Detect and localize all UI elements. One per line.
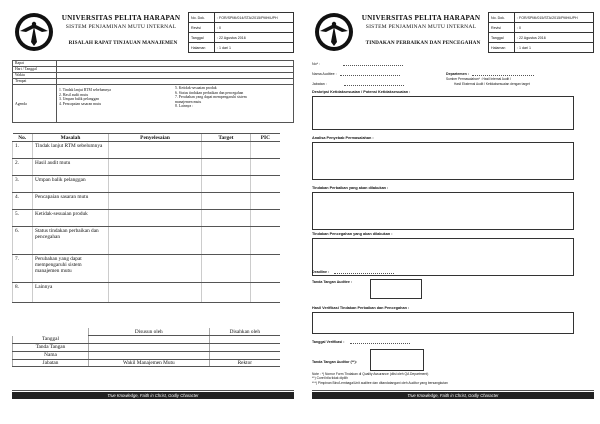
department-label: Departemen : xyxy=(446,72,469,76)
table-row xyxy=(13,210,281,227)
deadline-label: Deadline : xyxy=(312,270,330,274)
uph-logo-icon xyxy=(314,12,354,52)
agenda-item: 7. Perubahan yang dapat mempengaruhi sistem xyxy=(175,95,247,100)
row-resolution-cell[interactable] xyxy=(109,210,202,227)
table-row xyxy=(13,227,281,255)
table-row xyxy=(13,283,281,303)
row-target-cell[interactable] xyxy=(202,255,251,283)
auditee-name-blank[interactable] xyxy=(340,72,400,76)
position-blank[interactable] xyxy=(344,82,404,86)
meta-value: : 1 dari 1 xyxy=(515,43,594,53)
system-name: SISTEM PENJAMINAN MUTU INTERNAL xyxy=(365,24,477,30)
table-row xyxy=(13,176,281,193)
auditee-signature-label: Tanda Tangan Auditee : xyxy=(312,280,353,284)
sign-field[interactable] xyxy=(209,351,280,359)
meta-key: Halaman xyxy=(489,43,515,53)
deadline-field[interactable] xyxy=(312,270,394,274)
sign-field[interactable] xyxy=(89,344,210,352)
document-meta-table xyxy=(188,12,294,53)
meta-key: No. Dok. xyxy=(189,13,215,23)
row-issue: Pencapaian sasaran mutu xyxy=(33,193,109,210)
row-issue: Perubahan yang dapat mempengaruhi sistem manajemen mutu xyxy=(33,255,109,283)
document-meta-table xyxy=(488,12,594,53)
verification-date-label: Tanggal Verifikasi : xyxy=(312,340,345,344)
row-number: 1. xyxy=(13,142,33,159)
document-title: TINDAKAN PERBAIKAN DAN PENCEGAHAN xyxy=(365,40,481,46)
university-name: UNIVERSITAS PELITA HARAPAN xyxy=(61,14,181,22)
row-target-cell[interactable] xyxy=(202,283,251,303)
table-row xyxy=(13,142,281,159)
corrective-action-label: Tindakan Perbaikan yang akan dilakukan : xyxy=(312,186,389,190)
agenda-label: Agenda xyxy=(13,85,57,123)
meeting-info-table xyxy=(12,60,294,123)
meta-key: No. Dok. xyxy=(489,13,515,23)
row-resolution-cell[interactable] xyxy=(109,255,202,283)
row-target-cell[interactable] xyxy=(202,142,251,159)
table-row xyxy=(13,159,281,176)
deadline-blank[interactable] xyxy=(334,270,394,274)
auditor-signature-label: Tanda Tangan Auditor (**): xyxy=(312,360,357,364)
footer-divider xyxy=(312,390,594,391)
minutes-table xyxy=(12,133,280,303)
signature-table xyxy=(12,328,280,367)
row-pic-cell[interactable] xyxy=(250,210,280,227)
row-pic-cell[interactable] xyxy=(250,193,280,210)
row-resolution-cell[interactable] xyxy=(109,227,202,255)
table-row xyxy=(13,255,281,283)
row-resolution-cell[interactable] xyxy=(109,283,202,303)
row-issue: Ketidak-sesuaian produk xyxy=(33,210,109,227)
verification-box[interactable] xyxy=(312,312,574,334)
row-resolution-cell[interactable] xyxy=(109,159,202,176)
agenda-item: 5. Ketidak-sesuaian produk xyxy=(175,86,217,90)
column-header-penyelesaian: Penyelesaian xyxy=(109,134,202,142)
auditee-name-field[interactable] xyxy=(312,72,400,76)
meta-key: Revisi xyxy=(489,23,515,33)
row-pic-cell[interactable] xyxy=(250,176,280,193)
preventive-action-label: Tindakan Pencegahan yang akan dilakukan : xyxy=(312,232,393,236)
position-field[interactable] xyxy=(312,82,404,86)
agenda-column-2 xyxy=(175,86,291,109)
info-label: Waktu xyxy=(13,73,57,79)
row-issue: Hasil audit mutu xyxy=(33,159,109,176)
row-number: 3. xyxy=(13,176,33,193)
meta-value: : FOR/SPMI/015/STA/2015/PMH/UPH xyxy=(515,13,594,23)
position-label: Jabatan : xyxy=(312,82,327,86)
meta-key: Tanggal xyxy=(489,33,515,43)
row-issue: Status tindakan perbaikan dan pencegahan xyxy=(33,227,109,255)
nonconformity-label: Deskripsi Ketidaksesuaian / Potensi Ketidaksesuaian : xyxy=(312,90,411,94)
row-target-cell[interactable] xyxy=(202,210,251,227)
row-resolution-cell[interactable] xyxy=(109,176,202,193)
info-label: Hari / Tanggal xyxy=(13,67,57,73)
agenda-item: 4. Pencapaian sasaran mutu xyxy=(59,101,101,106)
uph-logo-icon xyxy=(14,12,54,52)
row-issue: Umpan balik pelanggan xyxy=(33,176,109,193)
auditee-name-label: Nama Auditee : xyxy=(312,72,337,76)
verification-date-blank[interactable] xyxy=(350,340,410,344)
sign-row-label: Nama xyxy=(13,351,89,359)
row-target-cell[interactable] xyxy=(202,159,251,176)
problem-source-line-1: Sumber Permasalahan* : Hasil Internal Audit / xyxy=(446,77,511,81)
sign-field[interactable] xyxy=(89,336,210,344)
row-resolution-cell[interactable] xyxy=(109,193,202,210)
root-cause-box[interactable] xyxy=(312,142,574,180)
agenda-list xyxy=(57,85,294,123)
column-header-masalah: Masalah xyxy=(33,134,109,142)
notes xyxy=(312,372,448,385)
info-label: Rapat xyxy=(13,61,57,67)
meta-value: : 1 dari 1 xyxy=(215,43,294,53)
row-number: 7. xyxy=(13,255,33,283)
problem-source-line-2: Hasil Eksternal Audit / Ketidaksesuaian dengan target xyxy=(454,82,530,86)
footer-motto: True Knowledge, Faith in Christ, Godly Character xyxy=(12,392,294,399)
info-label: Tempat xyxy=(13,79,57,85)
row-number: 4. xyxy=(13,193,33,210)
row-number: 6. xyxy=(13,227,33,255)
note-line: **) Coret bila tidak dipilih xyxy=(312,376,348,381)
form-number-label: No* : xyxy=(312,62,320,66)
left-document-page xyxy=(12,10,294,406)
meta-key: Halaman xyxy=(189,43,215,53)
note-line: Note : *) Nomor Form Tindakan di Quality Assurance (diisi oleh QA Department) xyxy=(312,372,429,376)
sign-field[interactable] xyxy=(209,344,280,352)
auditor-signature-box[interactable] xyxy=(370,349,424,371)
row-number: 5. xyxy=(13,210,33,227)
nonconformity-box[interactable] xyxy=(312,96,574,130)
verification-date-field[interactable] xyxy=(312,340,410,344)
agenda-item: 3. Umpan balik pelanggan xyxy=(59,97,100,102)
meta-key: Tanggal xyxy=(189,33,215,43)
meta-value: : FOR/SPMI/014/STA/2015/PMH/UPH xyxy=(215,13,294,23)
footer-divider xyxy=(12,390,294,391)
meta-value: : 22 Agustus 2016 xyxy=(515,33,594,43)
row-target-cell[interactable] xyxy=(202,176,251,193)
system-name: SISTEM PENJAMINAN MUTU INTERNAL xyxy=(65,24,177,30)
agenda-column-1 xyxy=(59,88,175,109)
verification-label: Hasil Verifikasi Tindakan Perbaikan dan Pencegahan : xyxy=(312,306,410,310)
row-pic-cell[interactable] xyxy=(250,142,280,159)
meta-value: : 0 xyxy=(215,23,294,33)
corrective-action-box[interactable] xyxy=(312,192,574,230)
meta-value: : 0 xyxy=(515,23,594,33)
note-line: ***) Pimpinan Biro/Lembaga/Unit auditee dan ditandatangani oleh Auditor yang bersangkutan xyxy=(312,380,448,385)
preparer-position: Wakil Manajemen Mutu xyxy=(89,359,210,367)
row-number: 2. xyxy=(13,159,33,176)
root-cause-label: Analisa Penyebab Permasalahan : xyxy=(312,136,374,140)
agenda-item: 2. Hasil audit mutu xyxy=(59,92,89,97)
meta-key: Revisi xyxy=(189,23,215,33)
row-pic-cell[interactable] xyxy=(250,227,280,255)
agenda-item: 1. Tindak lanjut RTM sebelumnya xyxy=(59,88,111,92)
row-resolution-cell[interactable] xyxy=(109,142,202,159)
row-target-cell[interactable] xyxy=(202,227,251,255)
row-pic-cell[interactable] xyxy=(250,283,280,303)
agenda-item: 6. Status tindakan perbaikan dan pencegahan xyxy=(175,90,244,95)
department-blank[interactable] xyxy=(472,72,534,76)
right-header xyxy=(312,10,594,55)
footer-motto: True Knowledge, Faith in Christ, Godly Character xyxy=(312,392,594,399)
agenda-item: manajemen mutu xyxy=(175,99,202,104)
table-row xyxy=(13,193,281,210)
row-pic-cell[interactable] xyxy=(250,255,280,283)
university-name: UNIVERSITAS PELITA HARAPAN xyxy=(361,14,481,22)
row-issue: Lainnya xyxy=(33,283,109,303)
column-header-pic: PIC xyxy=(250,134,280,142)
column-header-target: Target xyxy=(202,134,251,142)
meta-value: : 22 Agustus 2016 xyxy=(215,33,294,43)
sign-field[interactable] xyxy=(209,336,280,344)
approved-by-header: Disahkan oleh xyxy=(209,328,280,336)
department-field[interactable] xyxy=(446,72,534,76)
left-header xyxy=(12,10,294,55)
sign-row-label: Tanggal xyxy=(13,336,89,344)
form-number-blank[interactable] xyxy=(343,62,403,66)
agenda-item: 8. Lainnya : xyxy=(175,104,194,109)
prepared-by-header: Disusun oleh xyxy=(89,328,210,336)
row-number: 8. xyxy=(13,283,33,303)
row-pic-cell[interactable] xyxy=(250,159,280,176)
approver-position: Rektor xyxy=(209,359,280,367)
form-number-field[interactable] xyxy=(312,62,403,66)
auditee-signature-box[interactable] xyxy=(370,279,422,299)
row-target-cell[interactable] xyxy=(202,193,251,210)
sign-row-label: Tanda Tangan xyxy=(13,344,89,352)
sign-field[interactable] xyxy=(89,351,210,359)
sign-row-label: Jabatan xyxy=(13,359,89,367)
column-header-no: No. xyxy=(13,134,33,142)
row-issue: Tindak lanjut RTM sebelumnya xyxy=(33,142,109,159)
document-title: RISALAH RAPAT TINJAUAN MANAJEMEN xyxy=(68,40,178,46)
right-document-page xyxy=(312,10,594,406)
